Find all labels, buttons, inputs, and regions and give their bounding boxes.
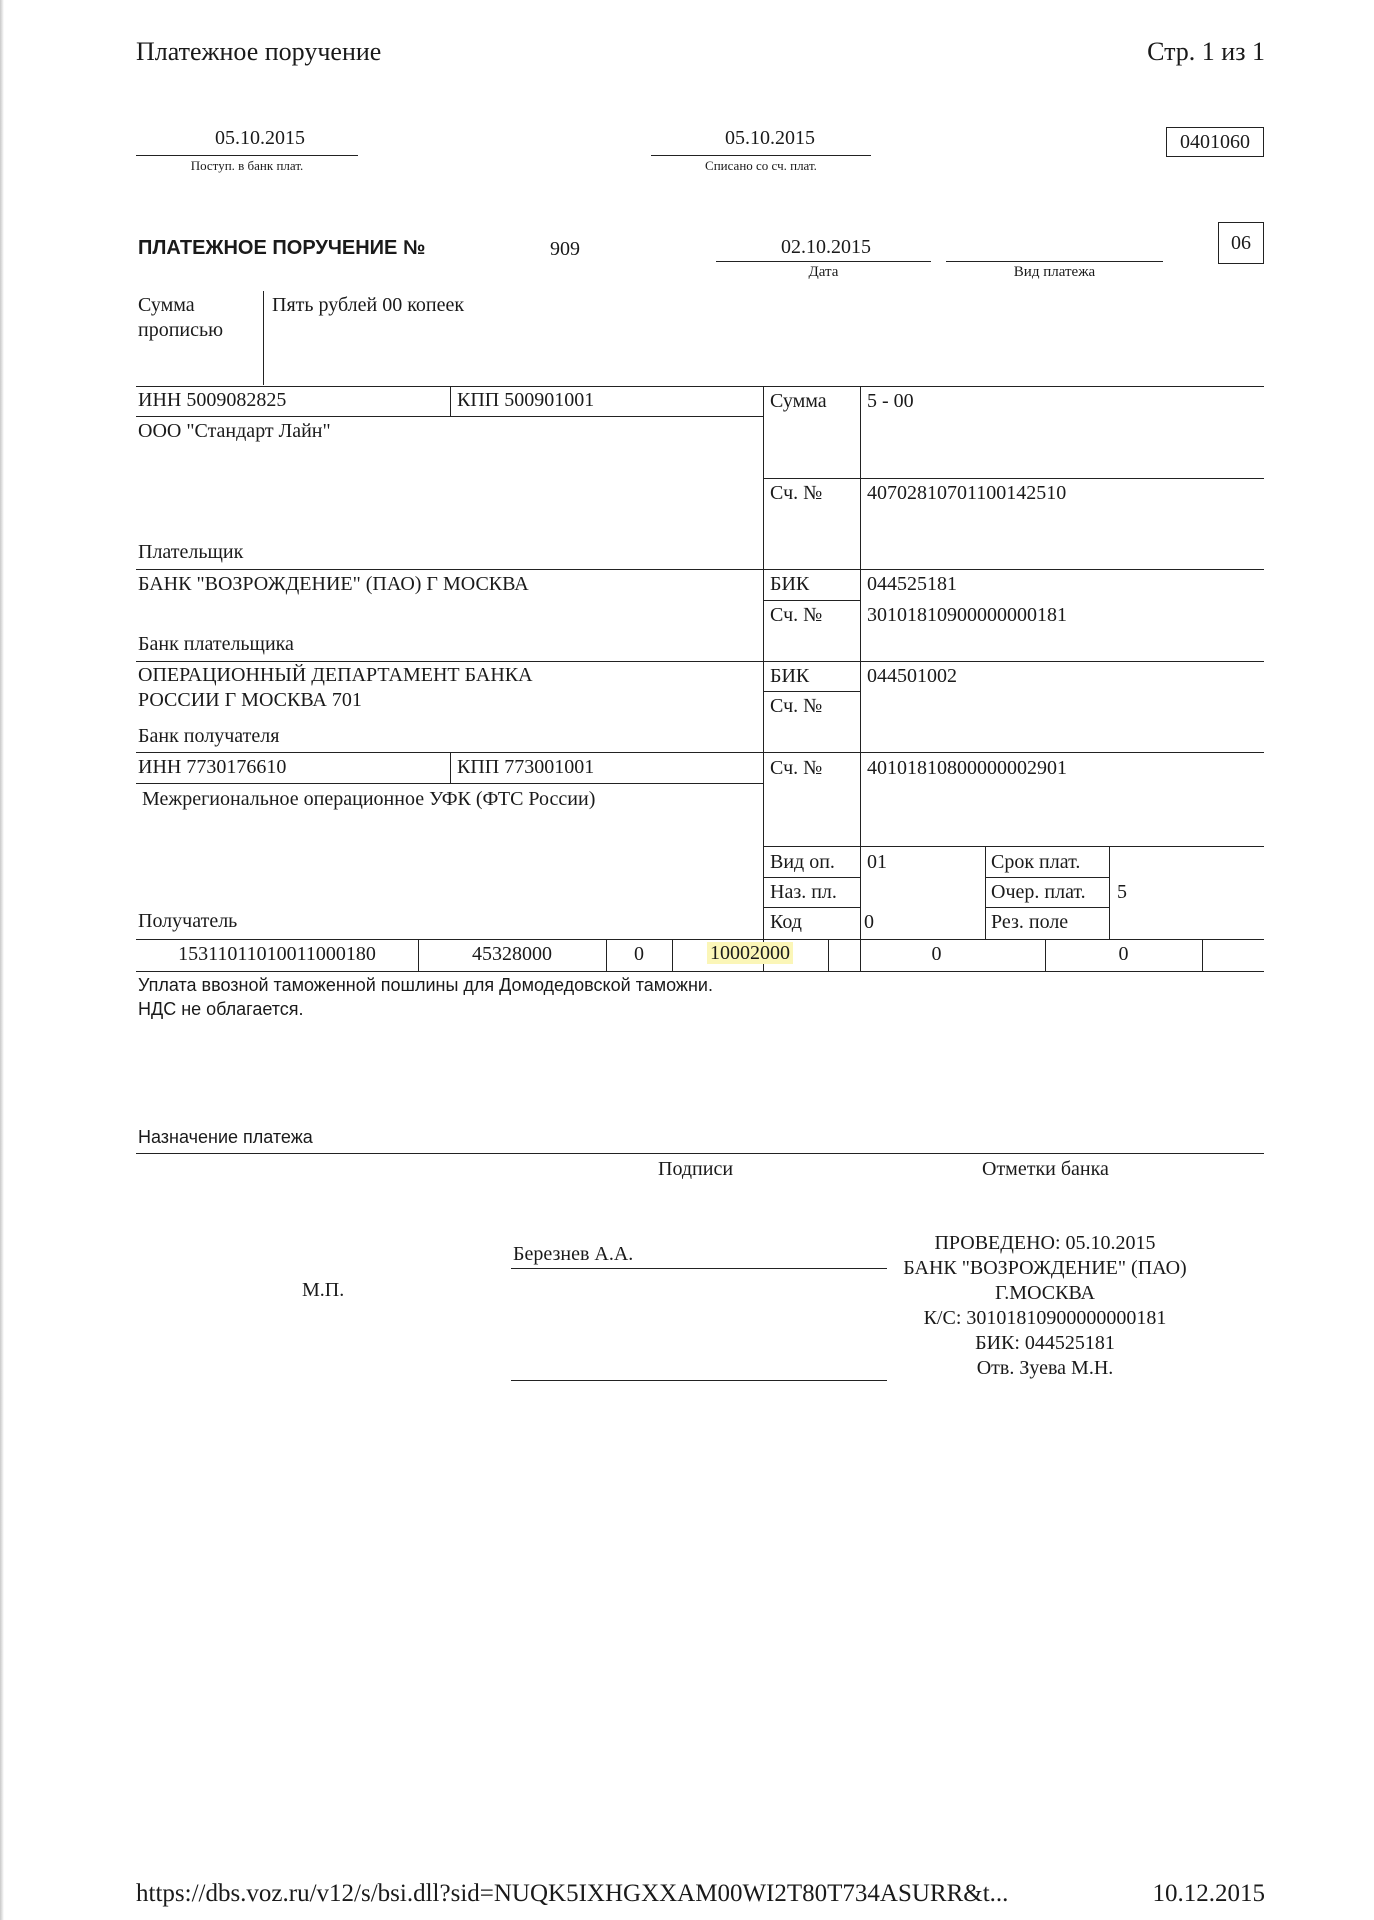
operation-top-line bbox=[763, 846, 1264, 847]
payment-type-line bbox=[946, 261, 1163, 262]
recipient-name: Межрегиональное операционное УФК (ФТС России) bbox=[142, 788, 596, 810]
print-header-title: Платежное поручение bbox=[136, 37, 382, 66]
purpose-label: Назначение платежа bbox=[138, 1127, 313, 1147]
payer-bank-account-label: Сч. № bbox=[770, 604, 823, 626]
tax-field-period-wrap bbox=[672, 942, 828, 965]
operation-row-1-line-b bbox=[985, 877, 1109, 878]
bank-stamp-line-6: Отв. Зуева М.Н. bbox=[976, 1357, 1114, 1379]
payer-bottom-line bbox=[136, 569, 1264, 570]
operation-row-1-line bbox=[763, 877, 860, 878]
payer-name: ООО "Стандарт Лайн" bbox=[138, 420, 331, 442]
print-header-page: Стр. 1 из 1 bbox=[1147, 37, 1265, 66]
payer-bank-bik-label: БИК bbox=[770, 573, 810, 595]
payer-inn-underline bbox=[136, 416, 763, 417]
sum-label: Сумма bbox=[770, 390, 827, 412]
status-code-box bbox=[1218, 222, 1264, 264]
payer-inn: ИНН 5009082825 bbox=[138, 389, 287, 411]
payer-bank-account-value: 30101810900000000181 bbox=[867, 604, 1067, 626]
naz-label: Наз. пл. bbox=[770, 881, 837, 903]
srok-label: Срок плат. bbox=[991, 851, 1081, 873]
form-code: 0401060 bbox=[1180, 131, 1250, 153]
amount-words-divider bbox=[263, 291, 264, 385]
kod-label: Код bbox=[770, 911, 802, 933]
rez-label: Рез. поле bbox=[991, 911, 1069, 933]
ocher-label: Очер. плат. bbox=[991, 881, 1086, 903]
recipient-account-value: 40101810800000002901 bbox=[867, 757, 1067, 779]
received-date-label: Поступ. в банк плат. bbox=[190, 158, 304, 173]
tax-field-basis: 0 bbox=[634, 943, 644, 965]
amount-words-label-2: прописью bbox=[138, 319, 224, 341]
recipient-bank-bik-line bbox=[763, 691, 860, 692]
tax-field-doc-number: 0 bbox=[931, 943, 942, 965]
recipient-bank-name-2: РОССИИ Г МОСКВА 701 bbox=[138, 689, 362, 711]
payer-inn-kpp-divider bbox=[450, 386, 451, 416]
payment-type-label: Вид платежа bbox=[1013, 264, 1096, 280]
footer-url: https://dbs.voz.ru/v12/s/bsi.dll?sid=NUQK5IXHGXXAM00WI2T80T734ASURR&t... bbox=[136, 1880, 1009, 1907]
amount-words-value: Пять рублей 00 копеек bbox=[272, 294, 465, 316]
recipient-bank-label: Банк получателя bbox=[138, 725, 280, 747]
sum-row-bottom bbox=[763, 478, 1264, 479]
order-number: 909 bbox=[550, 238, 580, 260]
bank-stamp-line-2: БАНК "ВОЗРОЖДЕНИЕ" (ПАО) bbox=[903, 1257, 1187, 1279]
received-date: 05.10.2015 bbox=[215, 127, 305, 149]
payer-bank-bik-value: 044525181 bbox=[867, 573, 957, 595]
ocher-value: 5 bbox=[1117, 881, 1127, 903]
form-code-box bbox=[1166, 127, 1264, 157]
vid-op-value: 01 bbox=[867, 851, 887, 873]
signature-line-1 bbox=[511, 1268, 887, 1269]
tax-field-doc-date: 0 bbox=[1118, 943, 1129, 965]
operation-mid-line bbox=[985, 846, 986, 939]
purpose-bottom-line bbox=[136, 1153, 1264, 1154]
tax-divider-6 bbox=[1202, 939, 1203, 971]
payer-bank-label: Банк плательщика bbox=[138, 633, 294, 655]
row-line-payer-top bbox=[136, 386, 1264, 387]
stamp-place-label: М.П. bbox=[302, 1279, 345, 1301]
recipient-bank-name-1: ОПЕРАЦИОННЫЙ ДЕПАРТАМЕНТ БАНКА bbox=[138, 664, 533, 686]
recipient-bank-account-label: Сч. № bbox=[770, 695, 823, 717]
purpose-line-1: Уплата ввозной таможенной пошлины для Домодедовской таможни. bbox=[138, 975, 713, 995]
recipient-kpp: КПП 773001001 bbox=[457, 756, 595, 778]
debited-date: 05.10.2015 bbox=[725, 127, 815, 149]
bank-stamp-line-3: Г.МОСКВА bbox=[995, 1282, 1095, 1304]
footer-date: 10.12.2015 bbox=[1152, 1880, 1265, 1907]
bank-stamp-line-5: БИК: 044525181 bbox=[975, 1332, 1115, 1354]
payer-kpp: КПП 500901001 bbox=[457, 389, 595, 411]
debited-date-line bbox=[651, 155, 871, 156]
signatures-label: Подписи bbox=[658, 1158, 734, 1180]
sum-value: 5 - 00 bbox=[867, 390, 914, 412]
tax-field-kbk: 15311011010011000180 bbox=[178, 943, 376, 965]
signature-line-2 bbox=[511, 1380, 887, 1381]
amount-words-label-1: Сумма bbox=[138, 294, 195, 316]
operation-right-line bbox=[1109, 846, 1110, 939]
purpose-line-2: НДС не облагается. bbox=[138, 999, 304, 1019]
bank-stamp-line-1: ПРОВЕДЕНО: 05.10.2015 bbox=[934, 1232, 1156, 1254]
order-date-line bbox=[716, 261, 931, 262]
recipient-bank-bik-value: 044501002 bbox=[867, 665, 957, 687]
order-date-label: Дата bbox=[808, 264, 839, 280]
recipient-bank-bottom-line bbox=[136, 752, 1264, 753]
recipient-inn-kpp-divider bbox=[450, 752, 451, 783]
payer-label: Плательщик bbox=[138, 541, 244, 563]
label-column-line bbox=[860, 386, 861, 972]
recipient-account-label: Сч. № bbox=[770, 757, 823, 779]
scan-edge-shadow bbox=[0, 0, 4, 1920]
bank-stamp-line-4: К/С: 30101810900000000181 bbox=[923, 1307, 1167, 1329]
kod-value: 0 bbox=[864, 911, 874, 933]
center-column-line bbox=[763, 386, 764, 972]
tax-row-top bbox=[136, 939, 1264, 940]
recipient-inn: ИНН 7730176610 bbox=[138, 756, 287, 778]
operation-row-2-line-b bbox=[985, 907, 1109, 908]
tax-field-oktmo: 45328000 bbox=[472, 943, 552, 965]
payer-bank-bottom-line bbox=[136, 661, 1264, 662]
vid-op-label: Вид оп. bbox=[770, 851, 835, 873]
recipient-label: Получатель bbox=[138, 910, 238, 932]
operation-row-2-line bbox=[763, 907, 860, 908]
status-code: 06 bbox=[1231, 232, 1251, 254]
received-date-line bbox=[136, 155, 358, 156]
recipient-inn-underline bbox=[136, 783, 763, 784]
payer-account-value: 40702810701100142510 bbox=[867, 482, 1067, 504]
payer-bank-name: БАНК "ВОЗРОЖДЕНИЕ" (ПАО) Г МОСКВА bbox=[138, 573, 529, 595]
payer-bank-bik-line bbox=[763, 600, 860, 601]
bank-marks-label: Отметки банка bbox=[982, 1158, 1109, 1180]
order-title: ПЛАТЕЖНОЕ ПОРУЧЕНИЕ № bbox=[138, 237, 426, 259]
debited-date-label: Списано со сч. плат. bbox=[705, 158, 817, 173]
tax-field-period: 10002000 bbox=[707, 942, 793, 964]
signer-name: Березнев А.А. bbox=[513, 1243, 634, 1265]
payer-account-label: Сч. № bbox=[770, 482, 823, 504]
recipient-bank-bik-label: БИК bbox=[770, 665, 810, 687]
tax-row-bottom bbox=[136, 971, 1264, 972]
order-date: 02.10.2015 bbox=[781, 236, 871, 258]
